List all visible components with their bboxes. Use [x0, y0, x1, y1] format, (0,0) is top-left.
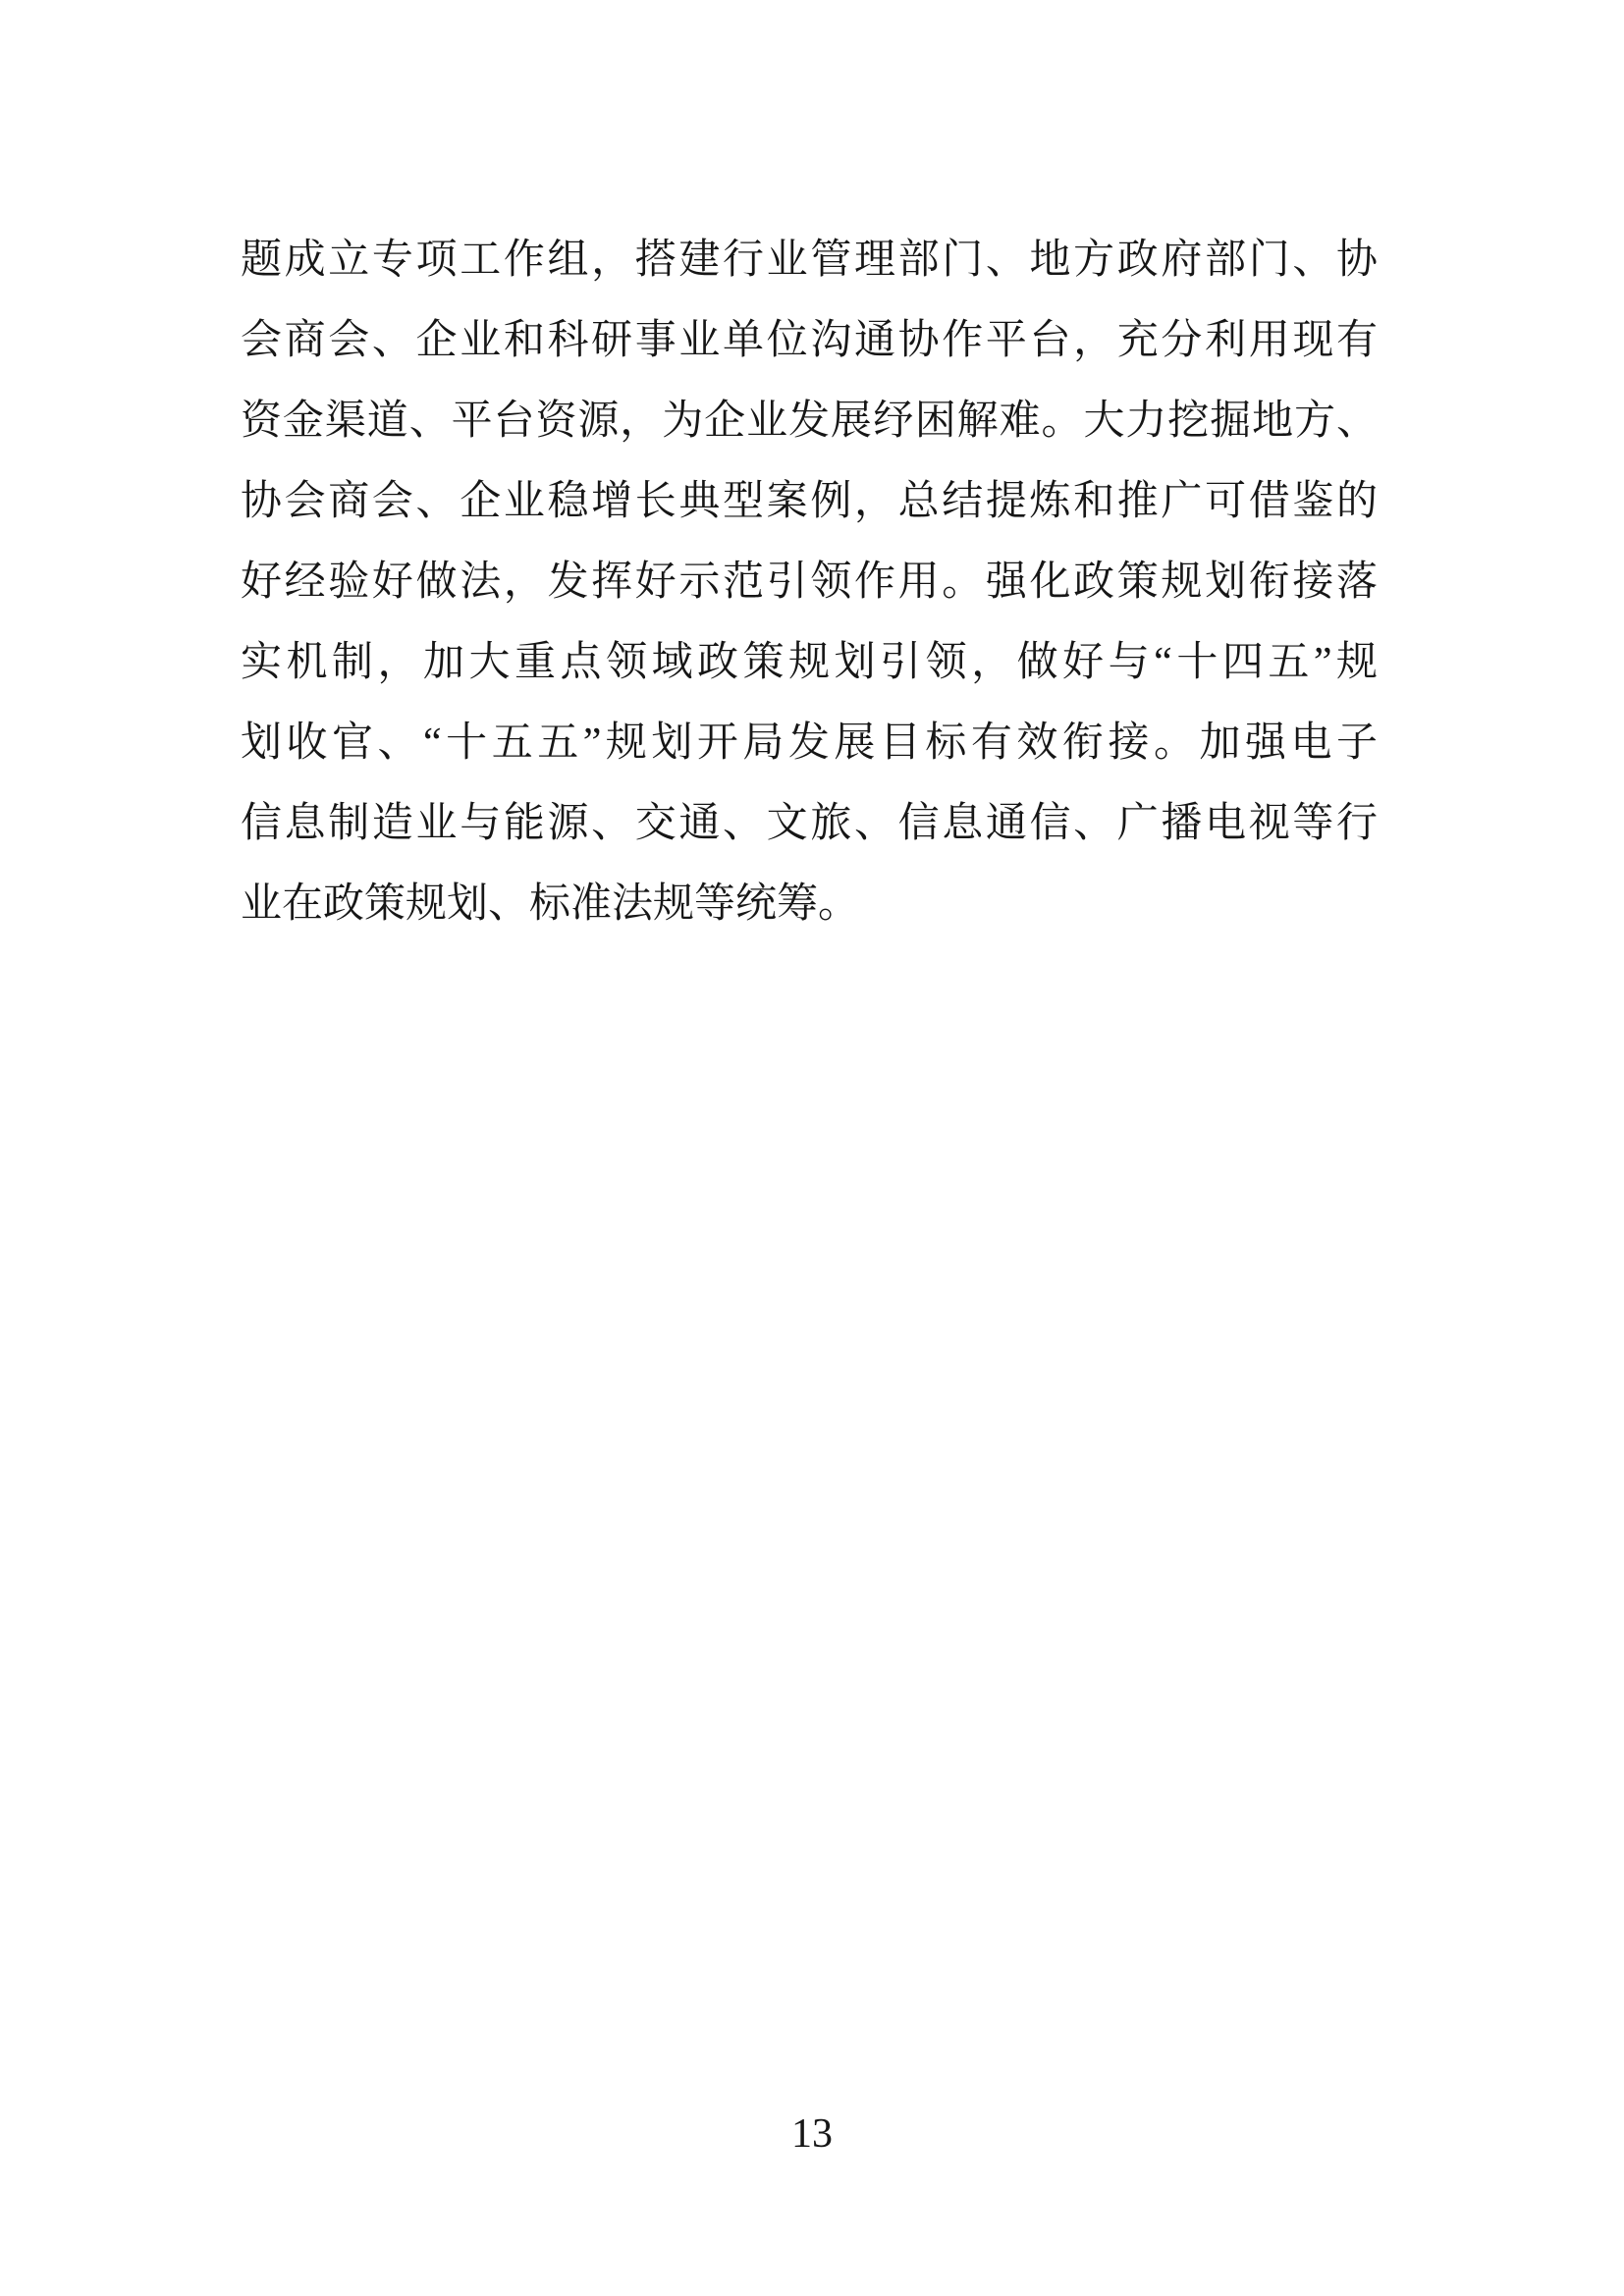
text-line: 资金渠道、平台资源，为企业发展纾困解难。大力挖掘地方、 — [241, 399, 1378, 444]
page-number: 13 — [791, 2111, 833, 2157]
text-line: 业在政策规划、标准法规等统筹。 — [241, 881, 860, 927]
text-line: 题成立专项工作组，搭建行业管理部门、地方政府部门、协 — [241, 238, 1378, 283]
text-line: 实机制，加大重点领域政策规划引领，做好与“十四五”规 — [241, 640, 1378, 685]
text-line: 会商会、企业和科研事业单位沟通协作平台，充分利用现有 — [241, 318, 1378, 363]
text-line: 信息制造业与能源、交通、文旅、信息通信、广播电视等行 — [241, 801, 1378, 846]
body-text-block — [241, 220, 1378, 944]
text-line: 划收官、“十五五”规划开局发展目标有效衔接。加强电子 — [241, 721, 1378, 766]
text-line: 协会商会、企业稳增长典型案例，总结提炼和推广可借鉴的 — [241, 479, 1378, 524]
text-line: 好经验好做法，发挥好示范引领作用。强化政策规划衔接落 — [241, 560, 1378, 605]
